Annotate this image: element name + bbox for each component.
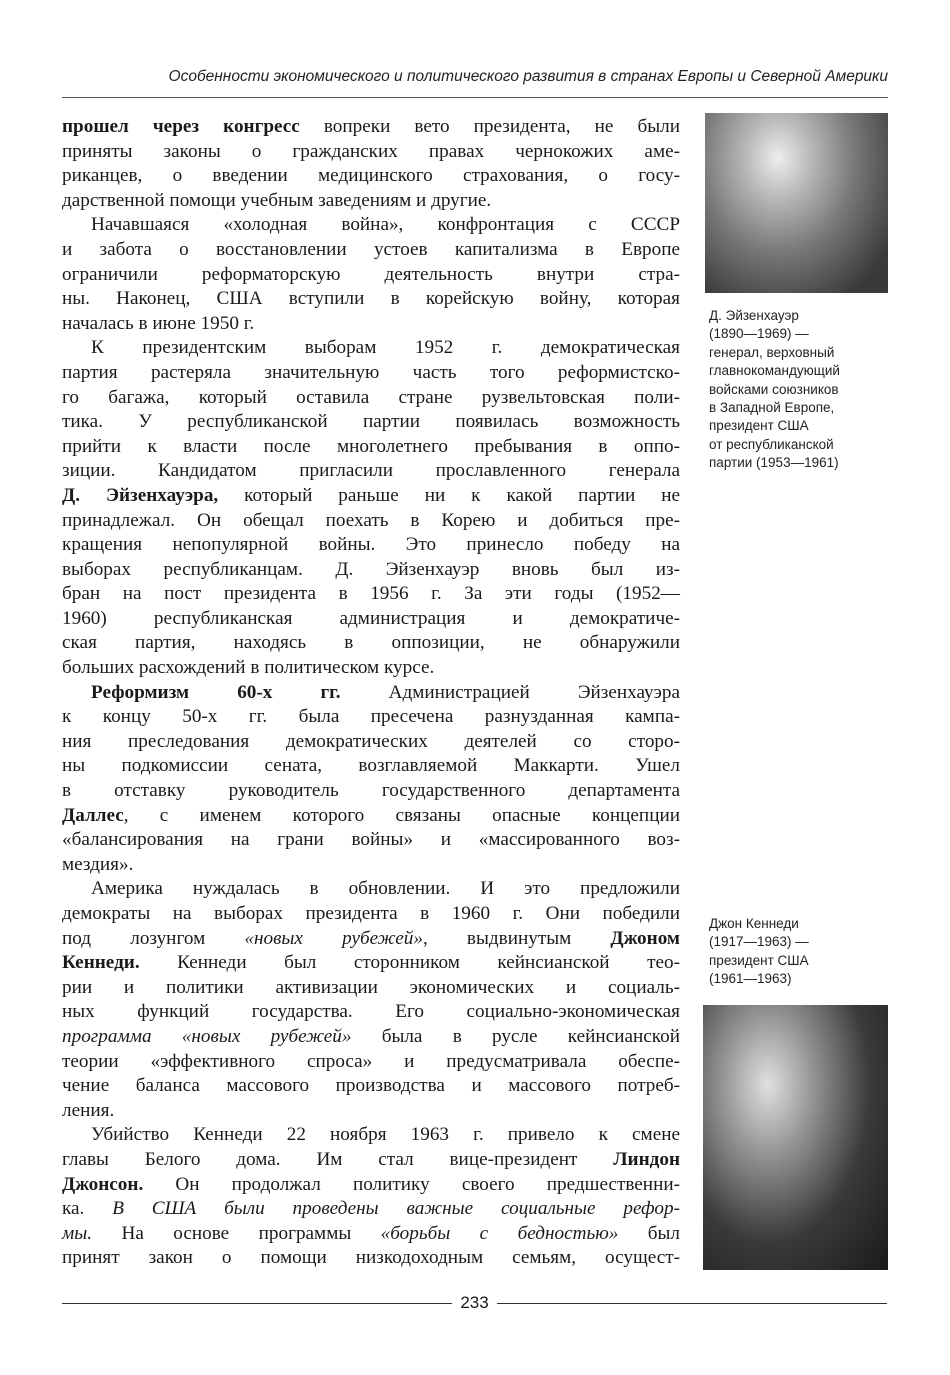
text-run: Он продолжал политику своего предшественни- (143, 1173, 680, 1195)
text-line (62, 582, 680, 607)
text-run: к концу 50-х гг. была пресечена разнузданная кампа- (62, 706, 680, 728)
footer-divider-left (62, 1303, 452, 1304)
bold-term: Даллес (62, 804, 124, 826)
text-run: партия растеряла значительную часть того реформистско- (62, 361, 680, 383)
kennedy-caption (709, 915, 894, 989)
eisenhower-caption (709, 307, 894, 473)
text-run: мездия». (62, 853, 134, 875)
text-line (62, 656, 680, 681)
text-line (62, 754, 680, 779)
caption-line: войсками союзников (709, 381, 839, 397)
caption-line: от республиканской (709, 436, 834, 452)
text-line (62, 631, 680, 656)
text-run: была в русле кейнсианской (351, 1025, 680, 1047)
text-line (62, 828, 680, 853)
main-text-column (62, 115, 680, 1271)
text-line (62, 1197, 680, 1222)
paragraph (62, 877, 680, 1123)
caption-line: (1917—1963) — (709, 934, 809, 950)
italic-term: «новых рубежей» (244, 927, 423, 949)
running-header: Особенности экономического и политического развития в странах Европы и Северной Америки (168, 68, 888, 85)
text-run: тика. У республиканской партии появилась возможность (62, 411, 680, 433)
caption-line: президент США (709, 418, 809, 434)
text-run: Администрацией Эйзенхауэра (340, 681, 680, 703)
paragraph (62, 213, 680, 336)
text-run: прийти к власти после многолетнего пребывания в оппо- (62, 435, 680, 457)
text-line (62, 140, 680, 165)
text-run: 1960) республиканская администрация и демократиче- (62, 607, 680, 629)
text-line (62, 1050, 680, 1075)
text-line (62, 976, 680, 1001)
text-line (62, 1246, 680, 1271)
text-line (62, 1074, 680, 1099)
text-line (62, 779, 680, 804)
text-run: принадлежал. Он обещал поехать в Корею и добиться пре- (62, 509, 680, 531)
caption-line: главнокомандующий (709, 363, 840, 379)
text-run: риканцев, о введении медицинского страхования, о госу- (62, 165, 680, 187)
text-line (62, 558, 680, 583)
text-run: ская партия, находясь в оппозиции, не обнаружили (62, 632, 680, 654)
text-line (62, 435, 680, 460)
text-run: главы Белого дома. Им стал вице-президент (62, 1148, 614, 1170)
text-run: ограничили реформаторскую деятельность внутри стра- (62, 263, 680, 285)
text-line (62, 238, 680, 263)
text-line (62, 509, 680, 534)
text-run: На основе программы (92, 1222, 381, 1244)
caption-line: Д. Эйзенхауэр (709, 308, 799, 323)
text-run: Начавшаяся «холодная война», конфронтация с СССР (91, 214, 680, 236)
text-line (62, 115, 680, 140)
text-run: дарственной помощи учебным заведениям и другие. (62, 189, 492, 211)
paragraph (62, 115, 680, 213)
text-line (62, 877, 680, 902)
paragraph (62, 1123, 680, 1271)
italic-term: «борьбы с бедностью» (380, 1222, 619, 1244)
text-line (62, 263, 680, 288)
text-line (62, 287, 680, 312)
caption-line: в Западной Европе, (709, 400, 835, 416)
caption-line: Джон Кеннеди (709, 916, 799, 931)
text-run: под лозунгом (62, 927, 245, 949)
text-run: , выдвинутым (422, 927, 611, 949)
kennedy-photo (703, 1005, 888, 1270)
text-run: демократы на выборах президента в 1960 г. Они победили (62, 903, 680, 924)
text-line (62, 1222, 680, 1247)
text-run: началась в июне 1950 г. (62, 312, 255, 334)
text-run: принят закон о помощи низкодоходным семьям, осущест- (62, 1247, 680, 1269)
text-line (62, 681, 680, 706)
caption-line: президент США (709, 952, 809, 968)
text-run: Кеннеди был сторонником кейнсианской тео- (139, 952, 680, 974)
text-run: в отставку руководитель государственного департамента (62, 780, 680, 802)
italic-term: В США были проведены важные социальные рефор- (112, 1198, 680, 1220)
text-line (62, 484, 680, 509)
bold-term: Кеннеди. (62, 952, 140, 974)
bold-term: Джонсон. (62, 1173, 144, 1195)
text-run: ния преследования демократических деятелей со сторо- (62, 730, 680, 752)
header-divider (62, 97, 888, 98)
text-run: ны. Наконец, США вступили в корейскую войну, которая (62, 288, 680, 310)
text-run: зиции. Кандидатом пригласили прославленного генерала (62, 460, 680, 482)
text-line (62, 804, 680, 829)
eisenhower-photo (705, 113, 888, 293)
bold-term: Линдон (613, 1148, 680, 1170)
text-line (62, 607, 680, 632)
text-line (62, 1148, 680, 1173)
text-line (62, 1123, 680, 1148)
text-line (62, 1099, 680, 1124)
caption-line: (1961—1963) (709, 971, 792, 987)
caption-line: партии (1953—1961) (709, 455, 839, 471)
text-run: выборах республиканцам. Д. Эйзенхауэр вновь был из- (62, 558, 680, 580)
text-run: ка. (62, 1198, 113, 1220)
text-line (62, 459, 680, 484)
text-line (62, 336, 680, 361)
text-run: бран на пост президента в 1956 г. За эти годы (1952— (62, 583, 680, 605)
text-run: Убийство Кеннеди 22 ноября 1963 г. привело к смене (91, 1124, 680, 1146)
text-line (62, 410, 680, 435)
text-run: который раньше ни к какой партии не (218, 484, 680, 506)
text-line (62, 189, 680, 214)
text-run: теории «эффективного спроса» и предусматривала обеспе- (62, 1050, 680, 1072)
text-line (62, 312, 680, 337)
text-run: ных функций государства. Его социально-экономическая (62, 1001, 680, 1023)
text-run: был (618, 1222, 681, 1244)
text-run: Америка нуждалась в обновлении. И это предложили (91, 878, 680, 900)
text-run: приняты законы о гражданских правах чернокожих аме- (62, 140, 680, 162)
text-line (62, 853, 680, 878)
text-line (62, 164, 680, 189)
caption-line: (1890—1969) — (709, 326, 809, 342)
text-line (62, 361, 680, 386)
text-run: чение баланса массового производства и массового потреб- (62, 1075, 680, 1097)
text-run: , с именем которого связаны опасные концепции (123, 804, 680, 826)
text-run: рии и политики активизации экономических и социаль- (62, 976, 680, 998)
text-line (62, 927, 680, 952)
text-run: «балансирования на грани войны» и «массированного воз- (62, 829, 680, 851)
caption-line: генерал, верховный (709, 344, 835, 360)
text-run: больших расхождений в политическом курсе. (62, 657, 435, 679)
text-line (62, 705, 680, 730)
italic-term: мы. (62, 1222, 93, 1244)
text-line (62, 1173, 680, 1198)
text-run: К президентским выборам 1952 г. демократическая (91, 337, 680, 359)
text-run: кращения непопулярной войны. Это принесло победу на (62, 534, 680, 556)
text-run: ления. (62, 1099, 115, 1121)
text-run: ны подкомиссии сената, возглавляемой Маккарти. Ушел (62, 755, 680, 777)
text-run: го багажа, который оставила стране рузвельтовская поли- (62, 386, 680, 408)
text-line (62, 902, 680, 927)
text-line (62, 533, 680, 558)
text-line (62, 213, 680, 238)
text-line (62, 386, 680, 411)
paragraph (62, 336, 680, 680)
text-line (62, 1025, 680, 1050)
footer-divider-right (497, 1303, 887, 1304)
text-run: и забота о восстановлении устоев капитализма в Европе (62, 238, 680, 260)
text-run: вопреки вето президента, не были (299, 116, 680, 137)
text-line (62, 730, 680, 755)
paragraph (62, 681, 680, 878)
bold-term: прошел через конгресс (62, 116, 300, 137)
bold-term: Реформизм 60-х гг. (91, 681, 341, 703)
text-line (62, 951, 680, 976)
italic-term: программа «новых рубежей» (62, 1025, 352, 1047)
bold-term: Джоном (610, 927, 681, 949)
text-line (62, 1000, 680, 1025)
page-number: 233 (460, 1293, 489, 1312)
bold-term: Д. Эйзенхауэра, (62, 484, 219, 506)
